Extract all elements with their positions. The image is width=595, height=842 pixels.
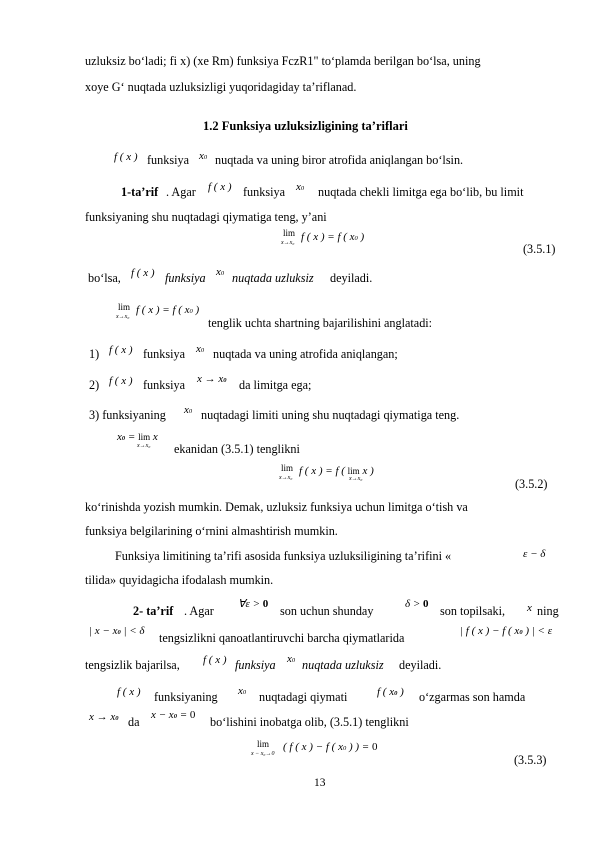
p4-text-b: nuqtadagi qiymati — [259, 690, 348, 704]
condition-1-a: funksiya — [143, 347, 185, 361]
lim-subscript: x→x₀ — [116, 314, 130, 320]
lim-symbol: lim — [281, 463, 294, 473]
p4-line-2b: bo‘lishini inobatga olib, (3.5.1) tenglikni — [210, 715, 409, 729]
page-number: 13 — [314, 777, 326, 789]
p2-line-1: ko‘rinishda yozish mumkin. Demak, uzluksiz funksiya uchun limitga o‘tish va — [85, 500, 468, 514]
def2-line-3d: deyiladi. — [399, 658, 442, 672]
condition-1-b: nuqtada va uning atrofida aniqlangan; — [213, 347, 398, 361]
def1-line-3a: bo‘lsa, — [88, 271, 121, 285]
formula-eps-delta: ε − δ — [523, 548, 546, 560]
def1-label: 1-ta’rif — [121, 185, 159, 199]
condition-1-num: 1) — [89, 347, 100, 361]
formula-x-to-x0: x → x0 — [197, 373, 227, 385]
def2-line-2a: tengsizlikni qanoatlantiruvchi barcha qiymatlarida — [159, 631, 405, 645]
formula-fx: f ( x ) — [109, 344, 133, 356]
def2-text-b: son uchun shunday — [280, 604, 374, 618]
lim-subscript: x − x₀→0 — [251, 751, 275, 757]
section-title: 1.2 Funksiya uzluksizligining ta’riflari — [203, 119, 408, 133]
formula-x0: x0 — [287, 653, 296, 665]
equation-number: (3.5.3) — [514, 753, 547, 767]
formula-x0: x0 — [216, 266, 225, 278]
formula-x: x — [527, 602, 532, 614]
p2-line-2: funksiya belgilarining o‘rnini almashtirish mumkin. — [85, 524, 338, 538]
def2-line-3c: nuqtada uzluksiz — [302, 658, 384, 672]
p4-text-c: o‘zgarmas son hamda — [419, 690, 526, 704]
formula-forall-eps: ∀ε > 0 — [238, 598, 269, 610]
p1-text-a: funksiya — [147, 153, 189, 167]
lim-symbol: lim — [118, 302, 131, 312]
def2-text-d: ning — [537, 604, 559, 618]
lim-subscript: x→x₀ — [279, 475, 293, 481]
formula-x0: x0 — [238, 685, 247, 697]
def1-text-a: . Agar — [166, 185, 196, 199]
formula-abs-x-x0: | x − x0 | < δ — [89, 625, 145, 637]
ekanidan-text: ekanidan (3.5.1) tenglikni — [174, 442, 300, 456]
lim-subscript: x→x₀ — [349, 476, 363, 482]
intro-line-1: uzluksiz bo‘ladi; fi x) (xe Rm) funksiya FczR1" to‘plamda berilgan bo‘lsa, uning — [85, 54, 481, 68]
p1-text-b: nuqtada va uning biror atrofida aniqlangan bo‘lsin. — [215, 153, 464, 167]
p4-line-2a: da — [128, 715, 140, 729]
formula-fx0: f ( x0 ) — [377, 686, 404, 698]
formula-x0: x0 — [199, 150, 208, 162]
def2-line-3a: tengsizlik bajarilsa, — [85, 658, 180, 672]
formula-abs-fx-fx0: | f ( x ) − f ( x0 ) | < ε — [460, 625, 553, 637]
def2-line-3b: funksiya — [235, 658, 276, 672]
intro-line-2: xoye G‘ nuqtada uzluksizligi yuqoridagiday ta’riflanad. — [85, 80, 357, 94]
lim-subscript: x→x₀ — [281, 240, 295, 246]
equation-3-5-2: f ( x ) = f ( lim x ) — [299, 465, 374, 477]
p3-line-1: Funksiya limitining ta’rifi asosida funksiya uzluksiligining ta’rifini « — [115, 549, 452, 563]
def1-line-3b: funksiya — [165, 271, 206, 285]
formula-fx: f ( x ) — [208, 181, 232, 193]
def1-line-2: funksiyaning shu nuqtadagi qiymatiga teng, y’ani — [85, 210, 327, 224]
formula-x0-eq-lim: x0 = lim x — [117, 431, 158, 443]
lim-symbol: lim — [257, 739, 270, 749]
formula-x0: x0 — [196, 343, 205, 355]
condition-3-num: 3) funksiyaning — [89, 408, 166, 422]
equation-lim: f ( x ) = f ( x0 ) — [136, 304, 200, 316]
def2-text-c: son topilsaki, — [440, 604, 506, 618]
p3-line-2: tilida» quyidagicha ifodalash mumkin. — [85, 573, 274, 587]
condition-2-num: 2) — [89, 378, 100, 392]
formula-fx: f ( x ) — [117, 686, 141, 698]
equation-number: (3.5.2) — [515, 477, 548, 491]
formula-x-minus-x0: x − x0 = 0 — [151, 709, 196, 721]
condition-2-a: funksiya — [143, 378, 185, 392]
formula-x0: x0 — [184, 404, 193, 416]
formula-delta: δ > 0 — [405, 598, 429, 610]
equation-number: (3.5.1) — [523, 242, 556, 256]
condition-2-b: da limitga ega; — [239, 378, 312, 392]
formula-fx: f ( x ) — [109, 375, 133, 387]
equation-3-5-3: ( f ( x ) − f ( x0 ) ) = 0 — [283, 741, 378, 753]
formula-x0: x0 — [296, 181, 305, 193]
def1-text-b: funksiya — [243, 185, 285, 199]
def1-line-3d: deyiladi. — [330, 271, 373, 285]
def1-line-3c: nuqtada uzluksiz — [232, 271, 314, 285]
lim-subscript: x→x₀ — [137, 443, 151, 449]
def2-text-a: . Agar — [184, 604, 214, 618]
lim-text: tenglik uchta shartning bajarilishini anglatadi: — [208, 316, 433, 330]
formula-fx: f ( x ) — [131, 267, 155, 279]
equation-3-5-1: f ( x ) = f ( x0 ) — [301, 231, 365, 243]
lim-symbol: lim — [283, 228, 296, 238]
formula-fx: f ( x ) — [203, 654, 227, 666]
condition-3-b: nuqtadagi limiti uning shu nuqtadagi qiymatiga teng. — [201, 408, 460, 422]
formula-x-to-x0: x → x0 — [89, 711, 119, 723]
formula-fx: f ( x ) — [114, 151, 138, 163]
def2-label: 2- ta’rif — [133, 604, 174, 618]
p4-text-a: funksiyaning — [154, 690, 218, 704]
def1-text-c: nuqtada chekli limitga ega bo‘lib, bu limit — [318, 185, 524, 199]
